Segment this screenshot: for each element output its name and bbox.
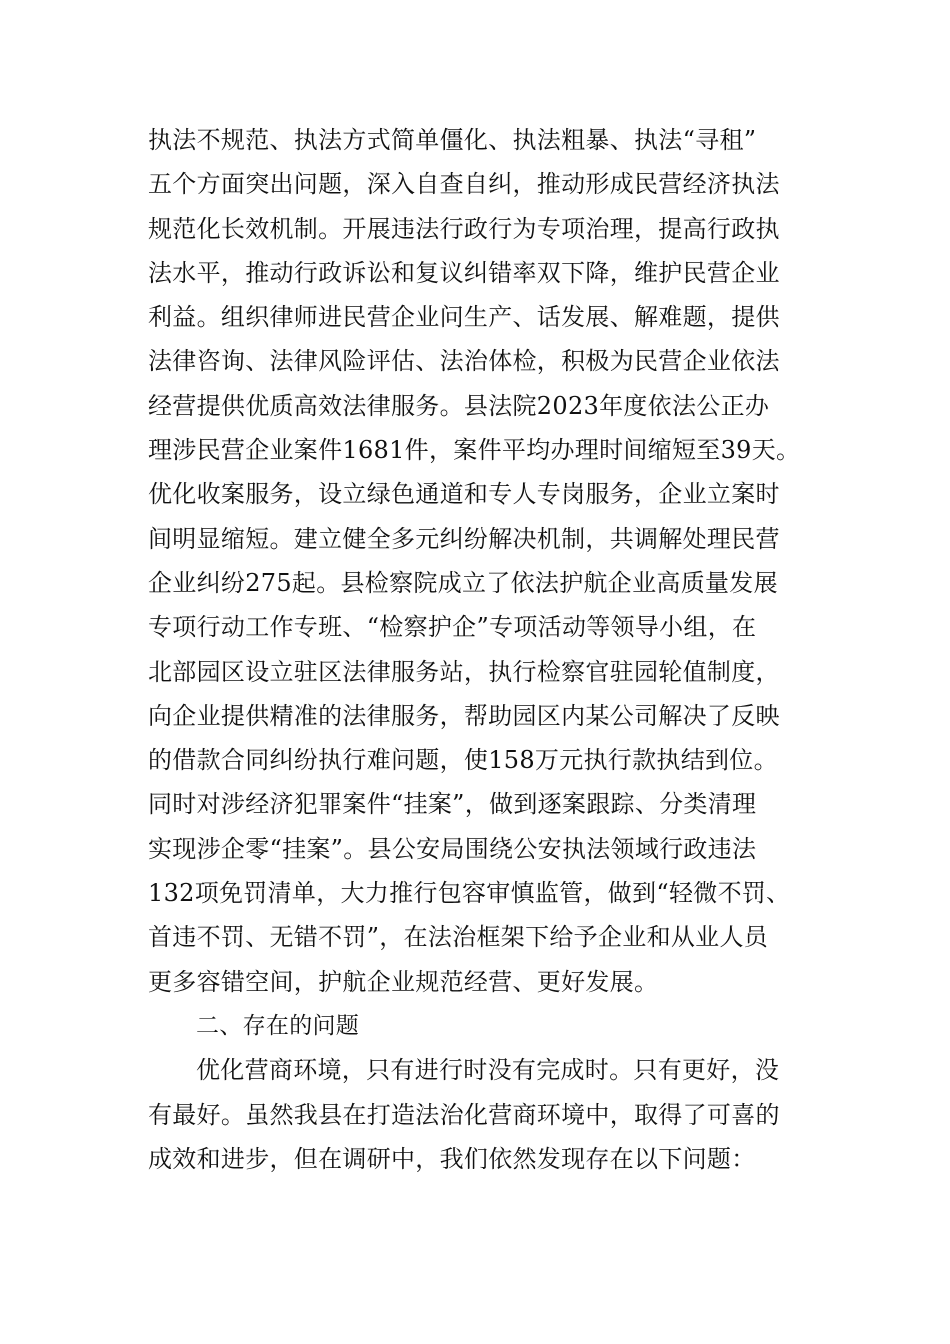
paragraph-line: 法水平，推动行政诉讼和复议纠错率双下降，维护民营企业: [148, 258, 780, 287]
paragraph-rule-of-law-measures: [148, 118, 816, 1004]
paragraph-line: 专项行动工作专班、“检察护企”专项活动等领导小组，在: [148, 613, 757, 642]
paragraph-line: 五个方面突出问题，深入自查自纠，推动形成民营经济执法: [148, 170, 780, 199]
paragraph-line: 实现涉企零“挂案”。县公安局围绕公安执法领域行政违法: [148, 834, 757, 863]
paragraph-line: 更多容错空间，护航企业规范经营、更好发展。: [148, 967, 659, 996]
paragraph-line: 规范化长效机制。开展违法行政行为专项治理，提高行政执: [148, 214, 780, 243]
paragraph-line: 有最好。虽然我县在打造法治化营商环境中，取得了可喜的: [148, 1100, 780, 1129]
paragraph-line: 经营提供优质高效法律服务。县法院2023年度依法公正办: [148, 391, 770, 420]
paragraph-line: 利益。组织律师进民营企业问生产、话发展、解难题，提供: [148, 303, 780, 332]
paragraph-line: 132项免罚清单，大力推行包容审慎监管，做到“轻微不罚、: [148, 879, 791, 908]
paragraph-line: 成效和进步，但在调研中，我们依然发现存在以下问题：: [148, 1144, 756, 1173]
paragraph-line: 首违不罚、无错不罚”，在法治框架下给予企业和从业人员: [148, 923, 769, 952]
paragraph-line: 同时对涉经济犯罪案件“挂案”，做到逐案跟踪、分类清理: [148, 790, 757, 819]
paragraph-problems-intro: [148, 1048, 816, 1181]
paragraph-line: 优化营商环境，只有进行时没有完成时。只有更好，没: [196, 1056, 780, 1085]
paragraph-line: 的借款合同纠纷执行难问题，使158万元执行款执结到位。: [148, 746, 778, 775]
section-heading: 二、存在的问题: [196, 1012, 360, 1039]
document-body: [148, 118, 816, 1181]
paragraph-line: 北部园区设立驻区法律服务站，执行检察官驻园轮值制度，: [148, 657, 780, 686]
paragraph-line: 向企业提供精准的法律服务，帮助园区内某公司解决了反映: [148, 701, 780, 730]
paragraph-line: 法律咨询、法律风险评估、法治体检，积极为民营企业依法: [148, 347, 780, 376]
paragraph-line: 执法不规范、执法方式简单僵化、执法粗暴、执法“寻租”: [148, 126, 757, 154]
paragraph-line: 理涉民营企业案件1681件，案件平均办理时间缩短至39天。: [148, 436, 801, 465]
paragraph-line: 间明显缩短。建立健全多元纠纷解决机制，共调解处理民营: [148, 524, 780, 553]
paragraph-line: 优化收案服务，设立绿色通道和专人专岗服务，企业立案时: [148, 480, 780, 509]
paragraph-line: 企业纠纷275起。县检察院成立了依法护航企业高质量发展: [148, 568, 778, 597]
